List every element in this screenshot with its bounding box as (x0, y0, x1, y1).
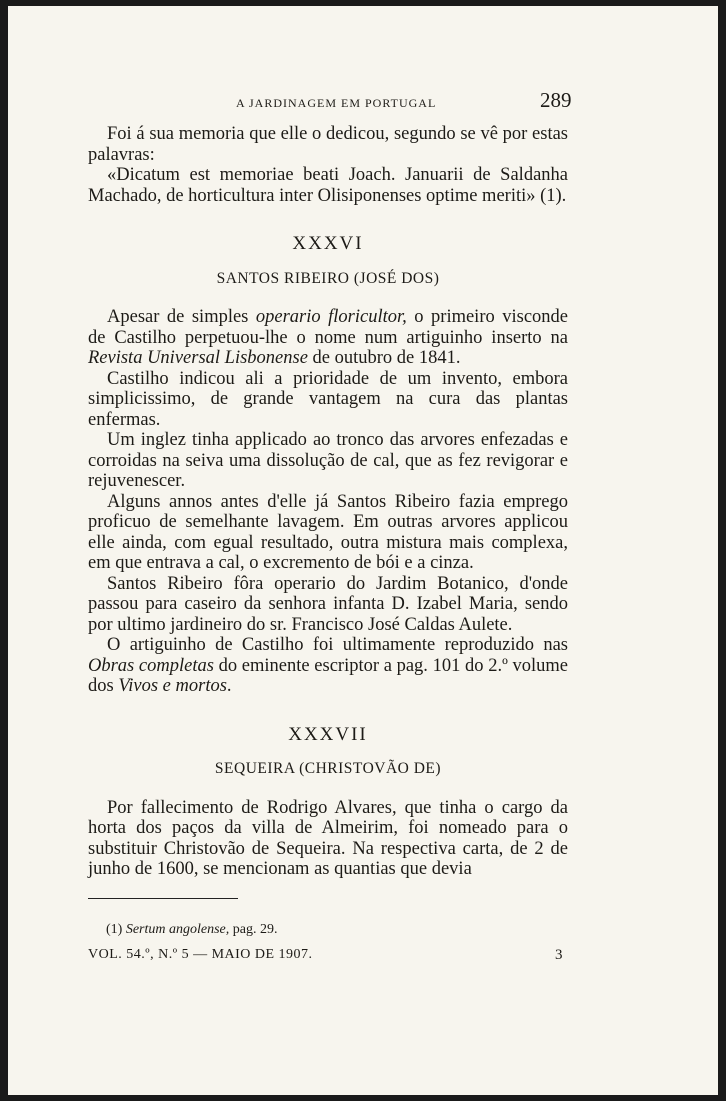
running-title: A JARDINAGEM EM PORTUGAL (236, 96, 437, 110)
footnote: (1) Sertum angolense, pag. 29. (106, 922, 278, 937)
book-page (8, 6, 718, 1095)
signature-mark: 3 (555, 947, 563, 963)
section-number-36: XXXVI (292, 233, 364, 254)
paragraph: Apesar de simples operario floricultor, o primeiro visconde de Castilho perpetuou-lhe o nome num artiguinho inserto na Revista Universal Lisbonense de outubro de 1841. (88, 307, 568, 368)
volume-info: VOL. 54.º, N.º 5 — MAIO DE 1907. (88, 947, 313, 962)
paragraph: Por fallecimento de Rodrigo Alvares, que tinha o cargo da horta dos paços da villa de Almeirim, foi nomeado para o substituir Christovão de Sequeira. Na respectiva carta, de 2 de junho de 1600, se mencionam as quantias que devia (88, 797, 568, 879)
section-title-sequeira: SEQUEIRA (CHRISTOVÃO DE) (214, 760, 442, 777)
page-number: 289 (540, 88, 572, 112)
paragraph: Castilho indicou ali a prioridade de um invento, embora simplicissimo, de grande vantagem na cura das plantas enfermas. (88, 368, 568, 430)
paragraph: Santos Ribeiro fôra operario do Jardim Botanico, d'onde passou para caseiro da senhora infanta D. Izabel Maria, sendo por ultimo jardineiro do sr. Francisco José Caldas Aulete. (88, 573, 568, 635)
paragraph: Um inglez tinha applicado ao tronco das arvores enfezadas e corroidas na seiva uma dissolução de cal, que as fez revigorar e rejuvenescer. (88, 430, 568, 491)
latin-dedication: «Dicatum est memoriae beati Joach. Januarii de Saldanha Machado, de horticultura inter Olisiponenses optime meriti» (1). (88, 165, 568, 206)
footnote-divider (88, 898, 238, 899)
section-number-37: XXXVII (288, 723, 368, 745)
paragraph: O artiguinho de Castilho foi ultimamente reproduzido nas Obras completas do eminente escriptor a pag. 101 do 2.º volume dos Vivos e mortos. (88, 635, 568, 696)
body-text (88, 124, 568, 880)
section-title-santos-ribeiro: SANTOS RIBEIRO (JOSÉ DOS) (216, 269, 440, 287)
intro-paragraph: Foi á sua memoria que elle o dedicou, segundo se vê por estas palavras: (88, 124, 568, 165)
paragraph: Alguns annos antes d'elle já Santos Ribeiro fazia emprego proficuo de semelhante lavagem. Em outras arvores applicou elle ainda, com egual resultado, outra mistura mais complexa, em que entrava a cal, o excremento de bói e a cinza. (88, 491, 568, 573)
